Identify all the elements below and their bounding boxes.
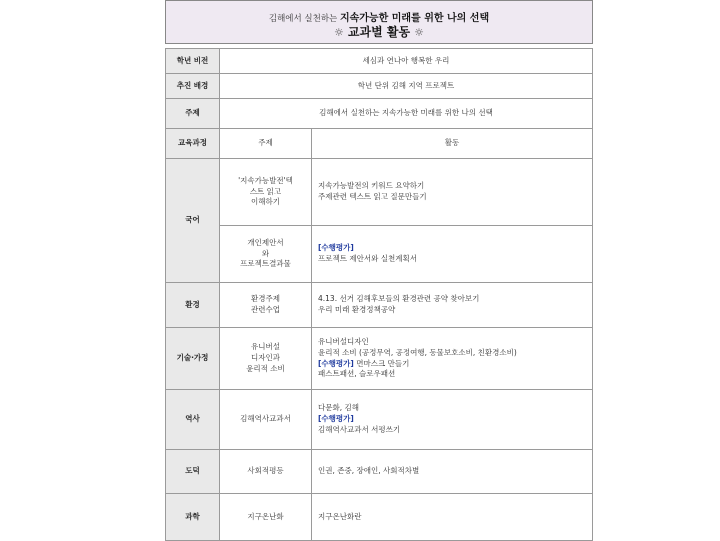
- assessment-tag: [수행평가]: [318, 414, 354, 424]
- subtitle-prefix: 김해에서 실천하는: [268, 14, 338, 24]
- activity-line: 다문화, 김해: [318, 403, 359, 413]
- topic-line: 프로젝트결과물: [240, 259, 291, 269]
- row-value: 세심과 연나아 행복한 우리: [220, 49, 593, 74]
- header-subtitle: [166, 9, 592, 24]
- subtitle-strong: 지속가능한 미래를 위한 나의 선택: [339, 13, 490, 24]
- activity-line: 4.13. 선거 김해후보들의 환경관련 공약 찾아보기: [318, 294, 480, 304]
- assessment-tag: [수행평가]: [318, 358, 354, 368]
- column-header-activity: 활동: [312, 129, 593, 159]
- row-value: 김해에서 실천하는 지속가능한 미래를 위한 나의 선택: [220, 99, 593, 129]
- activity-line: 프로젝트 제안서와 실천계획서: [318, 254, 417, 263]
- topic-cell: [220, 283, 312, 328]
- table-row-background: [166, 74, 593, 99]
- topic-line: 관련수업: [251, 305, 280, 314]
- topic-line: 디자인과: [251, 353, 280, 363]
- topic-line: 와: [261, 248, 270, 258]
- topic-line: 유니버설: [251, 342, 280, 352]
- row-label: 교육과정: [166, 129, 220, 159]
- activity-cell: [312, 159, 593, 226]
- row-label: 주제: [166, 99, 220, 129]
- row-value: 학년 단위 김해 지역 프로젝트: [220, 74, 593, 99]
- row-label: 학년 비전: [166, 49, 220, 74]
- activity-cell: [312, 328, 593, 390]
- topic-cell: [220, 328, 312, 390]
- sun-icon: ☼: [334, 26, 344, 39]
- activity-line: 주제관련 텍스트 읽고 질문만들기: [318, 192, 427, 201]
- topic-cell: 사회적평등: [220, 450, 312, 494]
- activity-line: 패스트패션, 슬로우패션: [318, 369, 396, 379]
- topic-line: 윤리적 소비: [246, 363, 285, 373]
- document-header: [165, 0, 593, 44]
- row-label: 환경: [166, 283, 220, 328]
- table-row-tech: [166, 328, 593, 390]
- table-row-curriculum: [166, 129, 593, 159]
- activity-cell: 인권, 존중, 장애인, 사회적차별: [312, 450, 593, 494]
- row-label: 역사: [166, 390, 220, 450]
- activity-cell: [312, 390, 593, 450]
- row-label: 도덕: [166, 450, 220, 494]
- table-row-environment: [166, 283, 593, 328]
- sun-icon: ☼: [414, 26, 424, 39]
- title-text: 교과별 활동: [347, 25, 411, 39]
- topic-cell: 김해역사교과서: [220, 390, 312, 450]
- topic-line: 환경주제: [251, 294, 280, 304]
- topic-line: 스트 읽고: [249, 186, 282, 196]
- activity-cell: 지구온난화란: [312, 494, 593, 541]
- activity-cell: [312, 226, 593, 283]
- activity-line: 우리 미래 환경정책공약: [318, 305, 396, 314]
- table-row-ethics: [166, 450, 593, 494]
- table-row-history: [166, 390, 593, 450]
- table-row-korean: [166, 159, 593, 226]
- topic-line: '지속가능발전'텍: [238, 175, 293, 185]
- row-label: 기술·가정: [166, 328, 220, 390]
- row-label: 추진 배경: [166, 74, 220, 99]
- table-row-vision: [166, 49, 593, 74]
- activity-line: 윤리적 소비 (공정무역, 공정여행, 동물보호소비, 친환경소비): [318, 347, 517, 357]
- activity-text: 면마스크 만들기: [356, 358, 410, 368]
- activity-line: 지속가능발전의 키워드 요약하기: [318, 181, 425, 191]
- activity-line: 유니버설디자인: [318, 336, 369, 346]
- assessment-tag: [수행평가]: [318, 243, 354, 253]
- topic-line: 개인제안서: [247, 237, 284, 247]
- table-row-korean-2: [166, 226, 593, 283]
- document-page: [165, 0, 593, 528]
- topic-cell: [220, 226, 312, 283]
- header-title: [166, 23, 592, 40]
- table-row-theme: [166, 99, 593, 129]
- activity-cell: [312, 283, 593, 328]
- topic-line: 이해하기: [251, 197, 280, 207]
- row-label: 과학: [166, 494, 220, 541]
- row-label: 국어: [166, 159, 220, 283]
- column-header-topic: 주제: [220, 129, 312, 159]
- activity-line: 김해역사교과서 서평쓰기: [318, 424, 401, 434]
- table-row-science: [166, 494, 593, 541]
- activity-table: [165, 48, 593, 541]
- activity-line: [318, 359, 588, 370]
- topic-cell: 지구온난화: [220, 494, 312, 541]
- topic-cell: [220, 159, 312, 226]
